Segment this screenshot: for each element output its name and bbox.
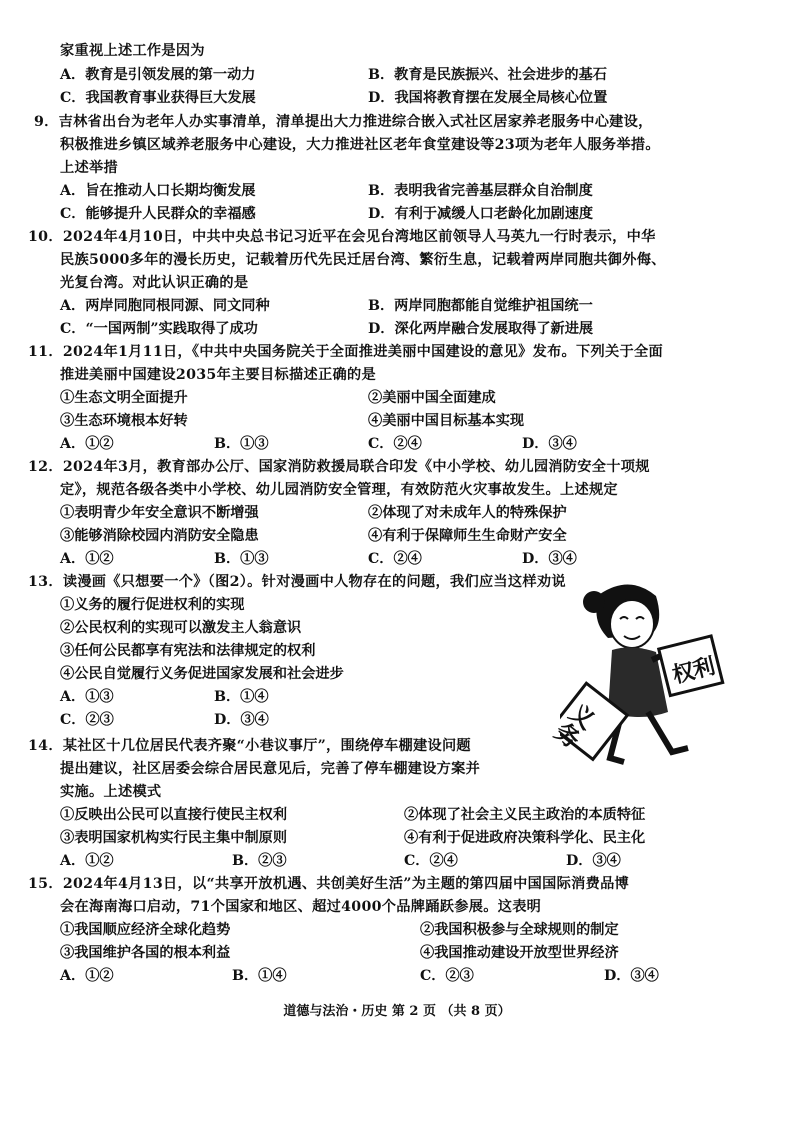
q11-choice-c: C．②④ [368, 436, 422, 452]
q15-stem-line1: 15．2024年4月13日，以“共享开放机遇、共创美好生活”为主题的第四届中国国际消费品博 [28, 876, 630, 892]
q11-item-1: ①生态文明全面提升 [60, 390, 188, 406]
q13-item-3: ③任何公民都享有宪法和法律规定的权利 [60, 643, 316, 659]
q11-item-2: ②美丽中国全面建成 [368, 390, 496, 406]
q11-choice-b: B．①③ [214, 436, 269, 452]
q11-stem-line2: 推进美丽中国建设2035年主要目标描述正确的是 [60, 367, 376, 383]
q14-choice-d: D．③④ [566, 853, 621, 869]
q11-choice-a: A．①② [60, 436, 114, 452]
q14-stem-line3: 实施。上述模式 [60, 784, 162, 800]
cartoon-illustration [549, 572, 740, 782]
q14-choice-b: B．②③ [232, 853, 287, 869]
q8-option-a: A．教育是引领发展的第一动力 [60, 67, 256, 83]
q9-option-d: D．有利于减缓人口老龄化加剧速度 [368, 206, 594, 222]
q12-item-4: ④有利于保障师生生命财产安全 [368, 528, 567, 544]
q9-option-c: C．能够提升人民群众的幸福感 [60, 206, 256, 222]
q15-item-3: ③我国维护各国的根本利益 [60, 945, 231, 961]
q14-item-4: ④有利于促进政府决策科学化、民主化 [404, 830, 646, 846]
q10-option-c: C．“一国两制”实践取得了成功 [60, 321, 258, 337]
q10-option-a: A．两岸同胞同根同源、同文同种 [60, 298, 270, 314]
q12-choice-c: C．②④ [368, 551, 422, 567]
q9-stem-line1: 9．吉林省出台为老年人办实事清单，清单提出大力推进综合嵌入式社区居家养老服务中心建设， [34, 114, 653, 130]
q13-choice-d: D．③④ [214, 712, 269, 728]
q10-stem-line1: 10．2024年4月10日，中共中央总书记习近平在会见台湾地区前领导人马英九一行时表示，中华 [28, 229, 656, 245]
q11-item-4: ④美丽中国目标基本实现 [368, 413, 525, 429]
q12-choice-d: D．③④ [522, 551, 577, 567]
q8-stem-tail: 家重视上述工作是因为 [60, 43, 205, 59]
q10-stem-line3: 光复台湾。对此认识正确的是 [60, 275, 249, 291]
q10-option-d: D．深化两岸融合发展取得了新进展 [368, 321, 594, 337]
q8-option-c: C．我国教育事业获得巨大发展 [60, 90, 256, 106]
q14-item-3: ③表明国家机构实行民主集中制原则 [60, 830, 288, 846]
page-footer: 道德与法治・历史 第 2 页 （共 8 页） [283, 1004, 511, 1019]
q14-choice-a: A．①② [60, 853, 114, 869]
q12-choice-b: B．①③ [214, 551, 269, 567]
cartoon-sign-duty: 义务 [549, 697, 601, 755]
q13-choice-c: C．②③ [60, 712, 114, 728]
q15-choice-c: C．②③ [420, 968, 474, 984]
q14-stem-line2: 提出建议，社区居委会综合居民意见后，完善了停车棚建设方案并 [60, 761, 481, 777]
q15-choice-b: B．①④ [232, 968, 287, 984]
q14-item-2: ②体现了社会主义民主政治的本质特征 [404, 807, 646, 823]
q12-item-1: ①表明青少年安全意识不断增强 [60, 505, 259, 521]
q8-option-b: B．教育是民族振兴、社会进步的基石 [368, 67, 607, 83]
q9-option-a: A．旨在推动人口长期均衡发展 [60, 183, 256, 199]
q14-choice-c: C．②④ [404, 853, 458, 869]
q14-stem-line1: 14．某社区十几位居民代表齐聚“小巷议事厅”，围绕停车棚建设问题 [28, 738, 471, 754]
q12-stem-line2: 定》，规范各级各类中小学校、幼儿园消防安全管理，有效防范火灾事故发生。上述规定 [60, 482, 618, 498]
q13-item-4: ④公民自觉履行义务促进国家发展和社会进步 [60, 666, 344, 682]
q15-item-4: ④我国推动建设开放型世界经济 [420, 945, 619, 961]
q10-option-b: B．两岸同胞都能自觉维护祖国统一 [368, 298, 593, 314]
q9-stem-line2: 积极推进乡镇区域养老服务中心建设，大力推进社区老年食堂建设等23项为老年人服务举措。 [60, 137, 660, 153]
q12-stem-line1: 12．2024年3月，教育部办公厅、国家消防救援局联合印发《中小学校、幼儿园消防安全十项规 [28, 459, 650, 475]
q14-item-1: ①反映出公民可以直接行使民主权利 [60, 807, 288, 823]
q10-stem-line2: 民族5000多年的漫长历史，记载着历代先民迁居台湾、繁衍生息，记载着两岸同胞共御外侮、 [60, 252, 666, 268]
cartoon-sign-rights: 权利 [669, 653, 717, 689]
q13-item-2: ②公民权利的实现可以激发主人翁意识 [60, 620, 302, 636]
q11-stem-line1: 11．2024年1月11日，《中共中央国务院关于全面推进美丽中国建设的意见》发布。下列关于全面 [28, 344, 663, 360]
q13-choice-b: B．①④ [214, 689, 269, 705]
q13-item-1: ①义务的履行促进权利的实现 [60, 597, 245, 613]
q15-item-2: ②我国积极参与全球规则的制定 [420, 922, 619, 938]
q13-stem-line1: 13．读漫画《只想要一个》（图2）。针对漫画中人物存在的问题，我们应当这样劝说 [28, 574, 566, 590]
q9-stem-line3: 上述举措 [60, 160, 118, 176]
q15-stem-line2: 会在海南海口启动，71个国家和地区、超过4000个品牌踊跃参展。这表明 [60, 899, 542, 915]
q15-choice-a: A．①② [60, 968, 114, 984]
q11-choice-d: D．③④ [522, 436, 577, 452]
q11-item-3: ③生态环境根本好转 [60, 413, 188, 429]
q9-option-b: B．表明我省完善基层群众自治制度 [368, 183, 593, 199]
q8-option-d: D．我国将教育摆在发展全局核心位置 [368, 90, 608, 106]
q15-item-1: ①我国顺应经济全球化趋势 [60, 922, 231, 938]
q13-choice-a: A．①③ [60, 689, 114, 705]
q12-item-3: ③能够消除校园内消防安全隐患 [60, 528, 259, 544]
q15-choice-d: D．③④ [604, 968, 659, 984]
q12-choice-a: A．①② [60, 551, 114, 567]
q12-item-2: ②体现了对未成年人的特殊保护 [368, 505, 567, 521]
